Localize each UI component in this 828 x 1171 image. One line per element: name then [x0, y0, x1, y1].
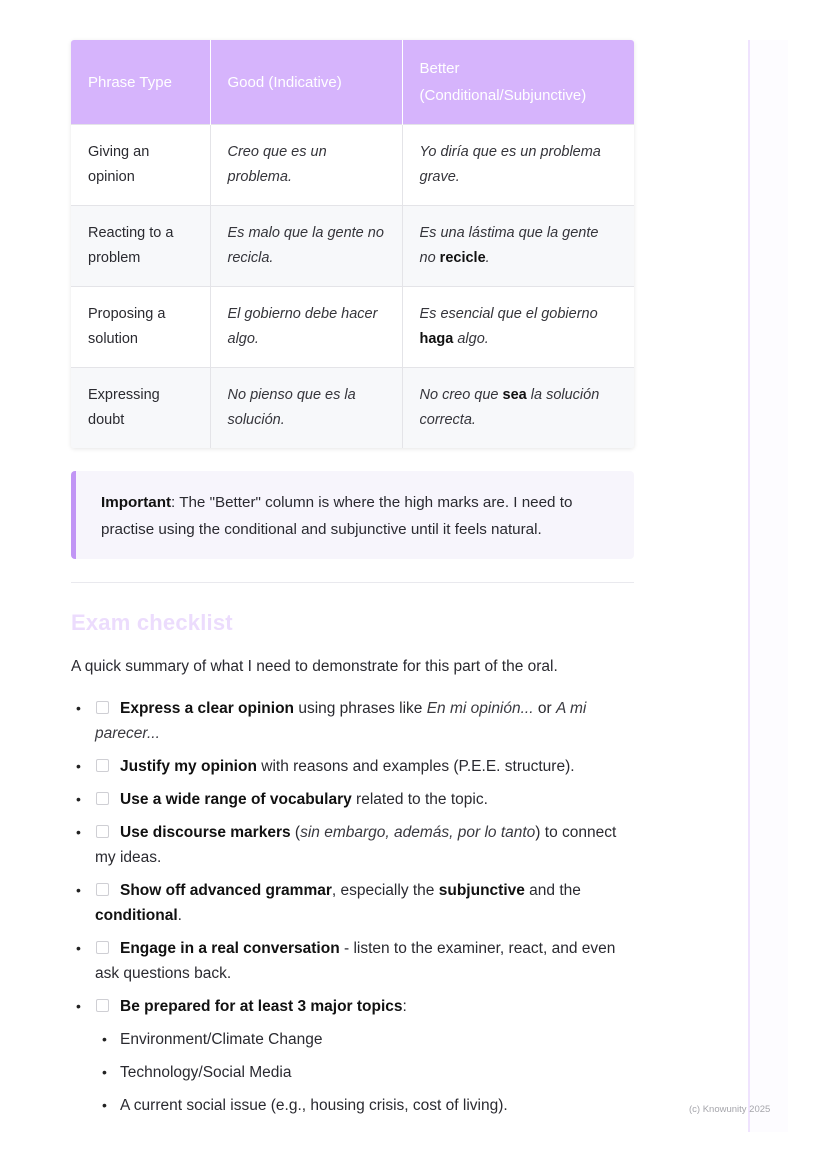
- list-item: • Use a wide range of vocabulary related to the topic.: [71, 787, 634, 812]
- cell-phrase-type: Expressing doubt: [71, 368, 210, 449]
- copyright-footer: (c) Knowunity 2025: [689, 1104, 771, 1115]
- cell-phrase-type: Giving an opinion: [71, 125, 210, 206]
- bullet-icon: •: [76, 700, 81, 716]
- checkbox[interactable]: [96, 792, 109, 805]
- checkbox[interactable]: [96, 701, 109, 714]
- bullet-icon: •: [76, 791, 81, 807]
- bullet-icon: •: [76, 758, 81, 774]
- side-panel: [748, 40, 788, 1132]
- phrase-comparison-table: [71, 40, 634, 448]
- table-row: [71, 125, 634, 206]
- checkbox[interactable]: [96, 941, 109, 954]
- cell-better: Yo diría que es un problema grave.: [402, 125, 634, 206]
- bullet-icon: •: [76, 940, 81, 956]
- cell-better: No creo que sea la solución correcta.: [402, 368, 634, 449]
- cell-good: No pienso que es la solución.: [210, 368, 402, 449]
- table-row: [71, 368, 634, 449]
- cell-phrase-type: Reacting to a problem: [71, 206, 210, 287]
- table-header-row: [71, 40, 634, 125]
- callout-label: Important: [101, 494, 172, 511]
- table-row: [71, 287, 634, 368]
- list-item: • Engage in a real conversation - listen to the examiner, react, and even ask questions back.: [71, 936, 634, 986]
- sublist-item: • Environment/Climate Change: [95, 1027, 634, 1052]
- cell-good: Es malo que la gente no recicla.: [210, 206, 402, 287]
- cell-phrase-type: Proposing a solution: [71, 287, 210, 368]
- sublist-item: • Technology/Social Media: [95, 1060, 634, 1085]
- side-divider-line: [748, 40, 750, 1132]
- checkbox[interactable]: [96, 759, 109, 772]
- checklist-heading: Exam checklist: [71, 610, 233, 635]
- list-item: • Use discourse markers (sin embargo, además, por lo tanto) to connect my ideas.: [71, 820, 634, 870]
- checkbox[interactable]: [96, 999, 109, 1012]
- bullet-icon: •: [76, 882, 81, 898]
- checkbox[interactable]: [96, 825, 109, 838]
- bullet-icon: •: [76, 998, 81, 1014]
- bullet-icon: •: [102, 1031, 107, 1047]
- callout-text: : The "Better" column is where the high marks are. I need to practise using the conditional and subjunctive until it feels natural.: [101, 494, 573, 538]
- page-content: [71, 40, 634, 1114]
- checkbox[interactable]: [96, 883, 109, 896]
- list-item: • Express a clear opinion using phrases like En mi opinión... or A mi parecer...: [71, 696, 634, 746]
- checklist: [71, 696, 634, 1126]
- table-row: [71, 206, 634, 287]
- cell-good: Creo que es un problema.: [210, 125, 402, 206]
- checklist-intro: A quick summary of what I need to demonstrate for this part of the oral.: [71, 658, 558, 675]
- cell-better: Es una lástima que la gente no recicle.: [402, 206, 634, 287]
- list-item: • Show off advanced grammar, especially the subjunctive and the conditional.: [71, 878, 634, 928]
- header-phrase-type: Phrase Type: [71, 40, 210, 125]
- important-callout: [71, 471, 634, 559]
- sublist-item: • A current social issue (e.g., housing crisis, cost of living).: [95, 1093, 634, 1118]
- bullet-icon: •: [102, 1064, 107, 1080]
- cell-good: El gobierno debe hacer algo.: [210, 287, 402, 368]
- header-better: Better (Conditional/Subjunctive): [402, 40, 634, 125]
- bullet-icon: •: [76, 824, 81, 840]
- section-divider: [71, 582, 634, 583]
- bullet-icon: •: [102, 1097, 107, 1113]
- topics-sublist: [95, 1027, 634, 1118]
- cell-better: Es esencial que el gobierno haga algo.: [402, 287, 634, 368]
- list-item: • Be prepared for at least 3 major topics: • Environment/Climate Change • Technology/Social Media • A current social issue (e.g., housing crisis, cost of living).: [71, 994, 634, 1118]
- list-item: • Justify my opinion with reasons and examples (P.E.E. structure).: [71, 754, 634, 779]
- header-good: Good (Indicative): [210, 40, 402, 125]
